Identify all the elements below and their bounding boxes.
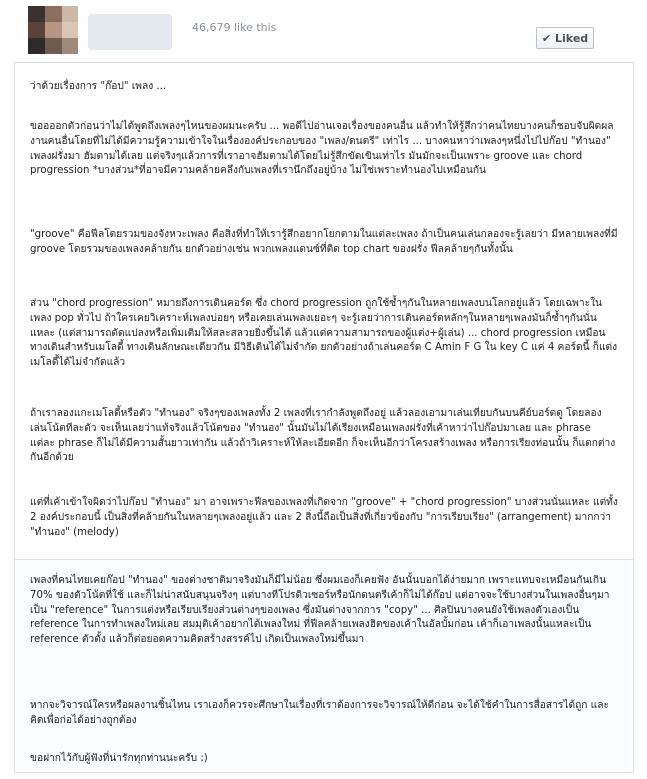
liked-button[interactable]: [536, 27, 594, 49]
post-title: ว่าด้วยเรื่องการ "ก๊อป" เพลง ...: [30, 81, 167, 92]
post-paragraph: ขอฝากไว้กับผู้ฟังที่น่ารักทุกท่านนะครับ :): [30, 753, 208, 764]
post-paragraph: หากจะวิจารณ์ใครหรือผลงานชิ้นไหน เราเองก็ควรจะศึกษาในเรื่องที่เราต้องการจะวิจารณ์ให้ดีก่อน จะได้ใช้คำในการสื่อสารได้ถูก และคิดเพื่อก่อได้อย่างถูกต้อง: [30, 700, 609, 726]
page-name-blurred[interactable]: [88, 14, 172, 50]
post-paragraph: เพลงที่คนไทยเคยก๊อป "ทำนอง" ของต่างชาติมาจริงมันก็มีไม่น้อย ซึ่งผมเองก็เคยฟัง อันนั้นบอกได้ง่ายมาก เพราะแทบจะเหมือนกันเกิน 70% ของตัวโน้ตที่ใช้ และก็ไม่น่าสนับสนุนจริงๆ แต่บางทีโปรดิวเซอร์หรือนักดนตรีเค้าก็ไม่ได้ก๊อป แต่อาจจะใช้บางส่วนในเพลงอื่นๆมาเป็น "reference" ในการแต่งหรือเรียบเรียงส่วนต่างๆของเพลง ซึ่งมันต่างจากการ "copy" ... ศิลปินบางคนยังใช้เพลงตัวเองเป็น reference ในการทำเพลงใหม่เลย สมมุติเค้าอยากได้เพลงใหม่ ที่ฟีลคล้ายเพลงฮิตของเค้าในอัลบั้มก่อน เค้าก็เอาเพลงนั้นแหละเป็น reference ตัวตั้ง แล้วก็ต่อยอดความคิดสร้างสรรค์ไป เกิดเป็นเพลงใหม่ขึ้นมา: [30, 575, 610, 646]
post-paragraph: แต่ที่เค้าเข้าใจผิดว่าไปก๊อป "ทำนอง" มา อาจเพราะฟีลของเพลงที่เกิดจาก "groove" + "chord progression" บางส่วนนั่นแหละ แต่ทั้ง 2 องค์ประกอบนี้ เป็นสิ่งที่คล้ายกันในหลายๆเพลงอยู่แล้ว และ 2 สิ่งนี้ถือเป็นสิ่งที่เกี่ยวข้องกับ "การเรียบเรียง" (arrangement) มากกว่า "ทำนอง" (melody): [30, 497, 618, 538]
liked-button-label: Liked: [555, 31, 589, 45]
check-icon: ✔: [541, 31, 552, 45]
post-paragraph: ถ้าเราลองแกะเมโลดี้หรือตัว "ทำนอง" จริงๆของเพลงทั้ง 2 เพลงที่เรากำลังพูดถึงอยู่ แล้วลองเอามาเล่นเทียบกันบนคีย์บอร์ดดู โดยลองเล่นโน้ตทีละตัว จะเห็นเลยว่าแท้จริงแล้วโน้ตของ "ทำนอง" นั้นมันไม่ได้เรียงเหมือนเพลงฝรั่งที่เค้าหาว่าไปก๊อปมาเลย และ phrase แต่ละ phrase ก็ไม่ได้มีความสั้นยาวเท่ากัน แล้วถ้าวิเคราะห์ให้ละเอียดอีก ก็จะเห็นอีกว่าโครงสร้างเพลง หรือการเรียงท่อนนั้น ก็แตกต่างกันอีกด้วย: [30, 408, 616, 464]
page-header: [0, 0, 647, 62]
post-paragraph: ส่วน "chord progression" หมายถึงการเดินคอร์ด ซึ่ง chord progression ถูกใช้ซ้ำๆกันในหลายเพลงบนโลกอยู่แล้ว โดยเฉพาะในเพลง pop ทั่วไป ถ้าใครเคยวิเคราะห์เพลงบ่อยๆ หรือเคยเล่นเพลงเยอะๆ จะรู้เลยว่าการเดินคอร์ดหลักๆในหลายๆเพลงมันก็ซ้ำๆกันนั่นแหละ (แต่สามารถดัดแปลงหรือเพิ่มเติมให้สละสลวยยิ่งขึ้นได้ แล้วแต่ความสามารถของผู้แต่ง+ผู้เล่น) ... chord progression เหมือนทางเดินสำหรับเมโลดี้ ทางเดินลักษณะเดียวกัน มีวิธีเดินได้ไม่จำกัด ยกตัวอย่างถ้าเล่นคอร์ด C Amin F G ใน key C แค่ 4 คอร์ดนี้ ก็แต่งเมโลดี้ได้ไม่จำกัดแล้ว: [30, 298, 618, 369]
likes-count[interactable]: 46,679 like this: [192, 21, 277, 34]
avatar[interactable]: [28, 6, 78, 54]
post-paragraph: "groove" คือฟีลโดยรวมของจังหวะเพลง คือสิ่งที่ทำให้เรารู้สึกอยากโยกตามในแต่ละเพลง ถ้าเป็นคนเล่นกลองจะรู้เลยว่า มีหลายเพลงที่มี groove โดยรวมของเพลงคล้ายกัน ยกตัวอย่างเช่น พวกเพลงแดนซ์ที่ติด top chart ของฝรั่ง ฟีลคล้ายๆกันทั้งนั้น: [30, 229, 618, 255]
post-paragraph: ขออออกตัวก่อนว่าไม่ได้พูดถึงเพลงๆไหนของผมนะครับ ... พอดีไปอ่านเจอเรื่องของคนอื่น แล้วทำให้รู้สึกว่าคนไทยบางคนก็ชอบจับผิดผลงานคนอื่นโดยที่ไม่ได้มีความรู้ความเข้าใจในเรื่ององค์ประกอบของ "เพลง/ดนตรี" เท่าไร ... บางคนหาว่าเพลงๆหนึ่งไปไปก๊อป "ทำนอง" เพลงฝรั่งมา ฮัมตามได้เลย แต่จริงๆแล้วการที่เราอาจฮัมตามได้โดยไม่รู้สึกขัดเขินเท่าไร มันมักจะเป็นเพราะ groove และ chord progression *บางส่วน*ที่อาจมีความคล้ายคลึงกับเพลงที่เรานึกถึงอยู่บ้าง ไม่ใช่เพราะทำนองไปเหมือนกัน: [30, 121, 614, 177]
